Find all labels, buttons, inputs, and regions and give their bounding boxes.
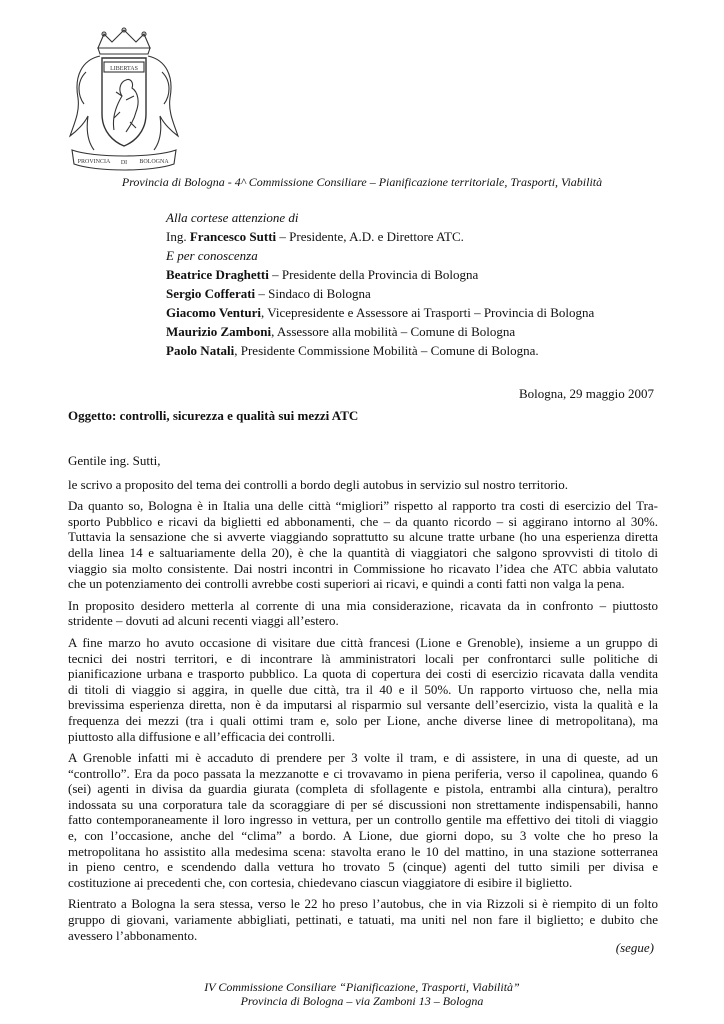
cc-name: Maurizio Zamboni xyxy=(166,324,272,339)
footer-line-1: IV Commissione Consiliare “Pianificazione, Trasporti, Viabilità” xyxy=(204,980,520,994)
crest-right-text: BOLOGNA xyxy=(139,159,169,165)
cc-name: Paolo Natali xyxy=(166,343,235,358)
paragraph-line: di titoli di viaggio si aggira, in quelle due città, tra il 40 e il 50%. Un rapporto virtuoso che, nella mia xyxy=(68,681,658,697)
header-line: Provincia di Bologna - 4^ Commissione Consiliare – Pianificazione territoriale, Trasporti, Viabilità xyxy=(121,175,603,189)
footer-line-2: Provincia di Bologna – via Zamboni 13 – Bologna xyxy=(240,994,484,1008)
paragraph-line: fatto contemporaneamente il loro ingresso in vettura, per un controllo gentile ma effettivo dei titoli di viaggio xyxy=(68,812,658,828)
paragraph-line: Tuttavia la sensazione che si avverte viaggiando soprattutto su alcune tratte urbane (ho una esperienza diretta xyxy=(68,529,658,545)
cc-name: Giacomo Venturi xyxy=(166,305,261,320)
paragraph-line: A fine marzo ho avuto occasione di visitare due città francesi (Lione e Grenoble), insieme a un gruppo di xyxy=(68,634,658,650)
body-paragraph xyxy=(68,750,658,890)
body-paragraph xyxy=(68,896,658,943)
primary-addressee xyxy=(166,227,666,246)
body-paragraph xyxy=(68,477,658,493)
cc-addressee xyxy=(166,265,666,284)
paragraph-line: gruppo di giovani, variamente abbigliati, pettinati, e tatuati, ma uniti nel non fare il biglietto; e dubito che xyxy=(68,912,658,928)
letter-date: Bologna, 29 maggio 2007 xyxy=(518,386,654,401)
cc-role: , Presidente Commissione Mobilità – Comune di Bologna. xyxy=(234,343,539,358)
body-paragraph xyxy=(68,635,658,744)
letter-body xyxy=(68,453,658,949)
cc-addressee xyxy=(166,303,666,322)
paragraph-line: In proposito desidero metterla al corrente di una mia considerazione, ricavata da in confronto – piuttosto xyxy=(68,597,658,613)
paragraph-line: “controllo”. Era da poco passata la mezzanotte e ci trovavamo in piena periferia, verso il capolinea, quando 6 xyxy=(68,765,658,781)
paragraph-line: che un potenziamento dei controlli avrebbe costi superiori ai ricavi, e quindi a conti fatti non valga la pena. xyxy=(68,576,625,592)
cc-label: E per conoscenza xyxy=(166,248,258,263)
paragraph-line: Da quanto so, Bologna è in Italia una delle città “migliori” rispetto al rapporto tra costi di esercizio del Tra- xyxy=(68,498,658,514)
paragraph-line: piuttosto alla diffusione e all’efficacia dei controlli. xyxy=(68,728,336,744)
paragraph-line: in pieno centro, e scendendo dalla vettura ho trovato 5 (cinque) agenti del tutto simili per divisa e xyxy=(68,859,658,875)
paragraph-line: viaggio sia molto consistente. Dai nostri incontri in Commissione ho ricavato l’idea che ATC abbia valutato xyxy=(68,560,658,576)
paragraph-line: le scrivo a proposito del tema dei controlli a bordo degli autobus in servizio sul nostro territorio. xyxy=(68,476,569,492)
attention-label: Alla cortese attenzione di xyxy=(166,210,299,225)
paragraph-line: metropolitana ho assistito alla medesima scena: stavolta erano le 10 del mattino, in una stazione sotterranea xyxy=(68,843,658,859)
paragraph-line: indossata su una corporatura tale da scoraggiare di per sé discussioni non strettamente indispensabili, hanno xyxy=(68,796,658,812)
cc-role: – Sindaco di Bologna xyxy=(255,286,371,301)
paragraph-line: A Grenoble infatti mi è accaduto di prendere per 3 volte il tram, e di assistere, in una di queste, ad un xyxy=(68,750,658,766)
paragraph-line: brevissima esperienza diretta, non è da imputarsi al risparmio sul versante dell’esercizio, vista la qualità e la xyxy=(68,697,658,713)
paragraph-line: sporto Pubblico e ricavi da biglietti ed abbonamenti, che – da quanto ricordo – si aggirano intorno al 30%. xyxy=(68,513,658,529)
body-paragraph xyxy=(68,598,658,629)
addressee-name: Francesco Sutti xyxy=(189,229,277,244)
crest-mid-text: DI xyxy=(120,160,128,166)
cc-name: Beatrice Draghetti xyxy=(166,267,269,282)
cc-name: Sergio Cofferati xyxy=(166,286,256,301)
segue-note: (segue) xyxy=(615,940,654,955)
paragraph-line: pianificazione urbana e trasporto pubblico. La quota di copertura dei costi di esercizio ricavata dalla vendita xyxy=(68,666,658,682)
provincia-crest-logo xyxy=(64,26,184,174)
paragraph-line: stridente – dovuti ad alcuni recenti viaggi all’estero. xyxy=(68,613,339,629)
cc-role: , Assessore alla mobilità – Comune di Bologna xyxy=(271,324,516,339)
cc-addressee xyxy=(166,341,666,360)
paragraph-line: della linea 14 e saltuariamente della 20), è che la quantità di viaggiatori che salgono sprovvisti di titolo di xyxy=(68,544,658,560)
addressees-block xyxy=(166,208,666,360)
addressee-prefix: Ing. xyxy=(166,229,190,244)
cc-role: – Presidente della Provincia di Bologna xyxy=(268,267,479,282)
body-paragraph xyxy=(68,498,658,592)
paragraph-line: frequenza dei mezzi (tra i quali ottimi tram e, solo per Lione, anche diverse linee di metropolitana), ma xyxy=(68,712,658,728)
paragraph-line: (sei) agenti in divisa da guardia giurata (completa di sfollagente e pistola, entrambi alla cintura), peraltro xyxy=(68,781,658,797)
paragraph-line: avessero l’abbonamento. xyxy=(68,927,198,943)
crest-left-text: PROVINCIA xyxy=(77,159,111,165)
paragraph-line: tecnici dei nostri territori, e di incontrare là amministratori locali per confrontarci sulle politiche di xyxy=(68,650,658,666)
page-footer xyxy=(0,980,724,1008)
crest-top-text: LIBERTAS xyxy=(110,66,138,72)
paragraph-line: costituzione ai precedenti che, con cortesia, chiedevano ciascun viaggiatore di esibire il biglietto. xyxy=(68,874,573,890)
letter-subject: Oggetto: controlli, sicurezza e qualità sui mezzi ATC xyxy=(68,408,359,423)
greeting: Gentile ing. Sutti, xyxy=(68,453,161,468)
paragraph-line: Rientrato a Bologna la sera stessa, verso le 22 ho preso l’autobus, che in via Rizzoli si è riempito di un folto xyxy=(68,896,658,912)
cc-addressee xyxy=(166,284,666,303)
cc-role: , Vicepresidente e Assessore ai Trasporti – Provincia di Bologna xyxy=(260,305,595,320)
addressee-role: – Presidente, A.D. e Direttore ATC. xyxy=(276,229,464,244)
cc-addressee xyxy=(166,322,666,341)
paragraph-line: e, con l’occasione, anche del “clima” a bordo. A Lione, due giorni dopo, su 3 volte che ho preso la xyxy=(68,828,658,844)
